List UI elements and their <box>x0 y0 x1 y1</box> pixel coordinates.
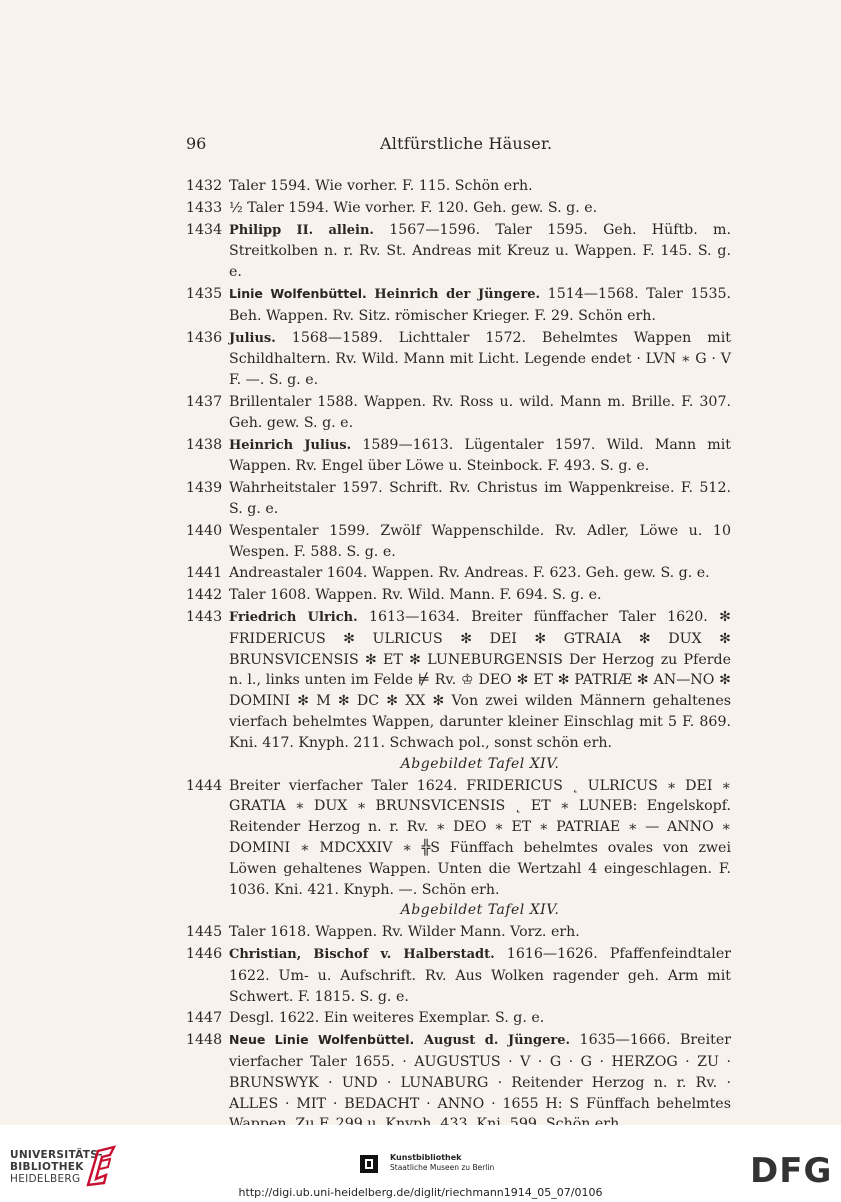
entry-text <box>229 478 731 520</box>
entry-text <box>229 284 731 327</box>
entry-description: Taler 1594. Wie vorher. F. 115. Schön erh. <box>229 178 533 194</box>
entry-description: Wahrheitstaler 1597. Schrift. Rv. Christus im Wappenkreise. F. 512. S. g. e. <box>229 480 731 517</box>
entry-heading: Heinrich Julius. <box>229 437 352 453</box>
kb-title: Kunstbibliothek <box>390 1153 462 1162</box>
uni-line-3: HEIDELBERG <box>10 1173 81 1185</box>
entry-number: 1441 <box>186 565 223 582</box>
footer-bar <box>0 1125 841 1202</box>
entry-description: ½ Taler 1594. Wie vorher. F. 120. Geh. gew. S. g. e. <box>229 199 598 216</box>
entry-heading: Neue Linie Wolfenbüttel. <box>229 1032 415 1048</box>
catalog-entry <box>186 607 731 754</box>
entry-number: 1438 <box>186 436 223 453</box>
catalog-entries <box>186 176 731 1157</box>
entry-text <box>229 944 731 1007</box>
catalog-entry <box>186 284 731 327</box>
catalog-entry <box>186 585 731 606</box>
page-header <box>0 134 841 158</box>
entry-heading: Linie Wolfenbüttel. <box>229 285 367 301</box>
entry-heading: Christian, Bischof v. Halberstadt. <box>229 947 495 963</box>
entry-text <box>229 521 731 563</box>
entry-text <box>229 435 731 478</box>
uni-line-2: BIBLIOTHEK <box>10 1161 84 1173</box>
entry-text <box>229 1030 731 1135</box>
entry-number: 1443 <box>186 608 223 625</box>
dfg-logo[interactable]: DFG <box>750 1151 833 1191</box>
entry-description: Desgl. 1622. Ein weiteres Exemplar. S. g. e. <box>229 1010 545 1027</box>
catalog-entry <box>186 1008 731 1029</box>
entry-number: 1442 <box>186 587 223 604</box>
catalog-entry <box>186 521 731 563</box>
entry-number: 1445 <box>186 924 223 941</box>
entry-number: 1437 <box>186 393 223 410</box>
kb-subtitle: Staatliche Museen zu Berlin <box>390 1163 495 1172</box>
entry-number: 1433 <box>186 199 223 216</box>
catalog-entry <box>186 1030 731 1135</box>
entry-number: 1439 <box>186 480 223 497</box>
catalog-entry <box>186 328 731 391</box>
entry-description: 1514—1568. Taler 1535. Beh. Wappen. Rv. Sitz. römischer Krieger. F. 29. Schön erh. <box>229 285 732 324</box>
entry-description: 1589—1613. Lügentaler 1597. Wild. Mann mit Wappen. Rv. Engel über Löwe u. Steinbock. F. 493. S. g. e. <box>229 436 731 475</box>
entry-text <box>229 220 731 283</box>
entry-description: 1568—1589. Lichttaler 1572. Behelmtes Wappen mit Schildhaltern. Rv. Wild. Mann mit Licht. Legende endet · LVN ∗ G · V F. —. S. g. e. <box>229 329 731 389</box>
entry-description: 1613—1634. Breiter fünffacher Taler 1620. ✻ FRIDERICUS ✻ ULRICUS ✻ DEI ✻ GTRAIA ✻ DUX ✻ BRUNSVICENSIS ✻ ET ✻ LUNEBURGENSIS Der Herzog zu Pferde n. l., links unten im Felde ⊭ Rv. ♔ DEO ✻ ET ✻ PATRIÆ ✻ AN—NO ✻ DOMINI ✻ M ✻ DC ✻ XX ✻ Von zwei wilden Männern gehaltenes vierfach behelmtes Wappen, darunter kleiner Einschlag mit 5 F. 869. Kni. 417. Knyph. 211. Schwach pol., sonst schön erh. <box>229 608 731 751</box>
catalog-entry <box>186 478 731 520</box>
entry-number: 1436 <box>186 329 223 346</box>
catalog-entry <box>186 220 731 283</box>
entry-number: 1444 <box>186 777 223 794</box>
university-seal-icon <box>84 1145 118 1189</box>
entry-number: 1447 <box>186 1010 223 1027</box>
entry-number: 1434 <box>186 221 223 238</box>
entry-description: Wespentaler 1599. Zwölf Wappenschilde. Rv. Adler, Löwe u. 10 Wespen. F. 588. S. g. e. <box>229 522 731 560</box>
entry-number: 1448 <box>186 1032 223 1049</box>
entry-number: 1446 <box>186 946 223 963</box>
entry-text <box>229 328 731 391</box>
entry-heading: Julius. <box>229 330 276 346</box>
entry-description <box>414 1032 424 1048</box>
entry-text <box>229 607 731 754</box>
entry-number: 1432 <box>186 178 223 194</box>
entry-description: 1635—1666. Breiter vierfacher Taler 1655. · AUGUSTUS · V · G · G · HERZOG · ZU · BRUNSWYK · UND · LUNABURG · Reitender Herzog n. r. Rv. · ALLES · MIT · BEDACHT · ANNO · 1655 H: S Fünffach behelmtes <box>229 1032 731 1112</box>
uni-line-1: UNIVERSITÄTS- <box>10 1149 103 1161</box>
entry-heading: Philipp II. allein. <box>229 222 374 238</box>
entry-heading: Friedrich Ulrich. <box>229 609 358 625</box>
plate-caption: Abgebildet Tafel XIV. <box>400 902 560 919</box>
running-head: Altfürstliche Häuser. <box>380 134 553 153</box>
entry-heading: Heinrich der Jüngere. <box>374 286 541 302</box>
entry-description: 1616—1626. Pfaffenfeindtaler 1622. Um- u. Aufschrift. Rv. Aus Wolken ragender geh. Arm mit Schwert. F. 1815. S. g. e. <box>229 946 732 1005</box>
entry-text <box>229 392 731 434</box>
entry-number: 1435 <box>186 285 223 302</box>
entry-text <box>229 176 731 197</box>
entry-text <box>229 585 731 606</box>
entry-text <box>229 776 731 901</box>
entry-description: Taler 1608. Wappen. Rv. Wild. Mann. F. 694. S. g. e. <box>229 587 602 604</box>
entry-description: Andreastaler 1604. Wappen. Rv. Andreas. F. 623. Geh. gew. S. g. e. <box>229 565 710 582</box>
entry-description: Brillentaler 1588. Wappen. Rv. Ross u. wild. Mann m. Brille. F. 307. Geh. gew. S. g. e. <box>229 393 731 431</box>
entry-description: Breiter vierfacher Taler 1624. FRIDERICUS ˛ ULRICUS ∗ DEI ∗ GRATIA ∗ DUX ∗ BRUNSVICENSIS ˛ ET ∗ LUNEB: Engelskopf. Reitender Herzog n. r. Rv. ∗ DEO ∗ ET ∗ PATRIAE ∗ — ANNO ∗ DOMINI ∗ MDCXXIV ∗ ╬S Fünffach behelmtes ovales von zwei Löwen gehaltenes Wappen. Unten die Wertzahl 4 eingeschlagen. F. 1036. Kni. 421. Knyph. —. Schön erh. <box>229 777 731 898</box>
entry-text <box>229 922 731 943</box>
entry-description: 1567—1596. Taler 1595. Geh. Hüftb. m. Streitkolben n. r. Rv. St. Andreas mit Kreuz u. Wappen. F. 145. S. g. e. <box>229 221 732 281</box>
plate-caption: Abgebildet Tafel XIV. <box>400 755 560 772</box>
kunstbibliothek-icon <box>360 1155 378 1173</box>
catalog-entry <box>186 776 731 901</box>
page-number: 96 <box>186 134 207 153</box>
catalog-entry <box>186 922 731 943</box>
entry-text <box>229 563 731 584</box>
entry-description: Taler 1618. Wappen. Rv. Wilder Mann. Vorz. erh. <box>229 924 580 941</box>
catalog-entry <box>186 176 731 197</box>
entry-heading: August d. Jüngere. <box>423 1033 571 1049</box>
catalog-entry <box>186 563 731 584</box>
catalog-entry <box>186 435 731 478</box>
entry-text <box>229 1008 731 1029</box>
catalog-entry <box>186 944 731 1007</box>
catalog-entry <box>186 198 731 219</box>
entry-text <box>229 198 731 219</box>
page-url[interactable]: http://digi.ub.uni-heidelberg.de/diglit/riechmann1914_05_07/0106 <box>238 1186 603 1199</box>
entry-number: 1440 <box>186 522 223 539</box>
catalog-entry <box>186 392 731 434</box>
